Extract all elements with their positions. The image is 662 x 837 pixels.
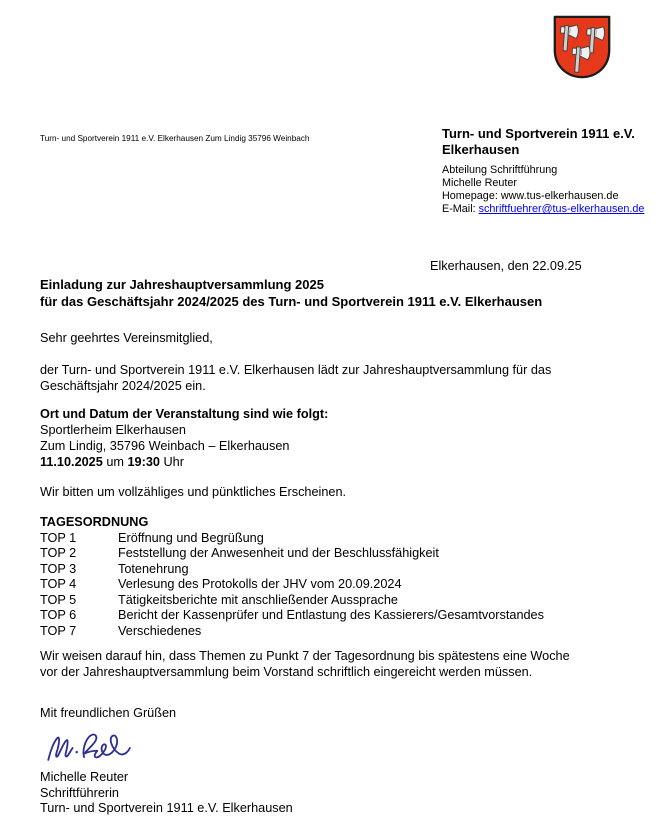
signer-name: Michelle Reuter	[40, 770, 129, 784]
closing-note	[40, 648, 640, 680]
agenda-title: TAGESORDNUNG	[40, 515, 149, 529]
agenda-item-number: TOP 5	[40, 592, 77, 607]
org-name-line2: Elkerhausen	[442, 142, 520, 157]
org-name-line1: Turn- und Sportverein 1911 e.V.	[442, 126, 635, 141]
org-email-line	[442, 203, 645, 216]
agenda-item	[40, 624, 640, 640]
agenda-item-text: Verlesung des Protokolls der JHV vom 20.09.2024	[118, 577, 402, 591]
intro-paragraph	[40, 362, 640, 394]
org-info-block	[442, 126, 645, 216]
agenda-item-number: TOP 3	[40, 561, 77, 576]
closing-note-line2: vor der Jahreshauptversammlung beim Vorstand schriftlich eingereicht werden müssen.	[40, 665, 533, 679]
venue-block	[40, 406, 640, 470]
regards-line: Mit freundlichen Grüßen	[40, 706, 177, 720]
event-time: 19:30	[127, 455, 160, 469]
subject-line2: für das Geschäftsjahr 2024/2025 des Turn- und Sportverein 1911 e.V. Elkerhausen	[40, 293, 543, 309]
agenda-item-number: TOP 6	[40, 608, 77, 622]
agenda-item-number: TOP 4	[40, 577, 77, 591]
attendance-note: Wir bitten um vollzähliges und pünktliches Erscheinen.	[40, 485, 347, 499]
org-department: Abteilung Schriftführung	[442, 164, 558, 176]
event-datetime	[40, 454, 640, 470]
agenda-item-text: Bericht der Kassenprüfer und Entlastung des Kassierers/Gesamtvorstandes	[118, 608, 544, 622]
agenda-item-text: Verschiedenes	[118, 623, 202, 638]
event-date-separator: um	[102, 455, 128, 469]
agenda-item	[40, 531, 640, 547]
intro-line2: Geschäftsjahr 2024/2025 ein.	[40, 379, 206, 393]
intro-line1: der Turn- und Sportverein 1911 e.V. Elkerhausen lädt zur Jahreshauptversammlung für das	[40, 363, 552, 377]
agenda-item-text: Feststellung der Anwesenheit und der Beschlussfähigkeit	[118, 546, 439, 560]
agenda-item	[40, 608, 640, 624]
agenda-section	[40, 515, 640, 639]
agenda-item-number: TOP 7	[40, 623, 77, 638]
agenda-item	[40, 546, 640, 562]
agenda-item-number: TOP 2	[40, 546, 77, 560]
agenda-item	[40, 562, 640, 578]
sender-return-address: Turn- und Sportverein 1911 e.V. Elkerhausen Zum Lindig 35796 Weinbach	[40, 134, 310, 143]
org-contact-person: Michelle Reuter	[442, 177, 518, 189]
org-homepage: Homepage: www.tus-elkerhausen.de	[442, 190, 619, 202]
venue-address: Zum Lindig, 35796 Weinbach – Elkerhausen	[40, 439, 290, 453]
venue-heading: Ort und Datum der Veranstaltung sind wie folgt:	[40, 407, 329, 421]
email-link[interactable]: schriftfuehrer@tus-elkerhausen.de	[478, 203, 645, 215]
subject-line1: Einladung zur Jahreshauptversammlung 2025	[40, 277, 324, 292]
salutation: Sehr geehrtes Vereinsmitglied,	[40, 331, 213, 345]
email-label: E-Mail:	[442, 203, 479, 215]
signature-icon	[40, 726, 140, 770]
agenda-item-text: Eröffnung und Begrüßung	[118, 530, 264, 545]
letter-body	[40, 330, 640, 817]
event-time-suffix: Uhr	[159, 455, 184, 469]
signer-role: Schriftführerin	[40, 785, 119, 800]
closing-note-line1: Wir weisen darauf hin, dass Themen zu Punkt 7 der Tagesordnung bis spätestens eine Woche	[40, 649, 570, 663]
event-date: 11.10.2025	[40, 455, 103, 469]
signer-org: Turn- und Sportverein 1911 e.V. Elkerhausen	[40, 801, 293, 815]
agenda-item	[40, 593, 640, 609]
agenda-item-text: Tätigkeitsberichte mit anschließender Aussprache	[118, 592, 398, 607]
agenda-item-number: TOP 1	[40, 530, 77, 545]
agenda-item	[40, 577, 640, 593]
venue-name: Sportlerheim Elkerhausen	[40, 423, 186, 437]
signer-block	[40, 770, 640, 817]
date-line: Elkerhausen, den 22.09.25	[430, 259, 582, 273]
handwritten-signature	[40, 726, 640, 770]
subject-heading	[40, 277, 542, 310]
agenda-item-text: Totenehrung	[118, 561, 189, 576]
club-crest-icon	[548, 13, 616, 81]
